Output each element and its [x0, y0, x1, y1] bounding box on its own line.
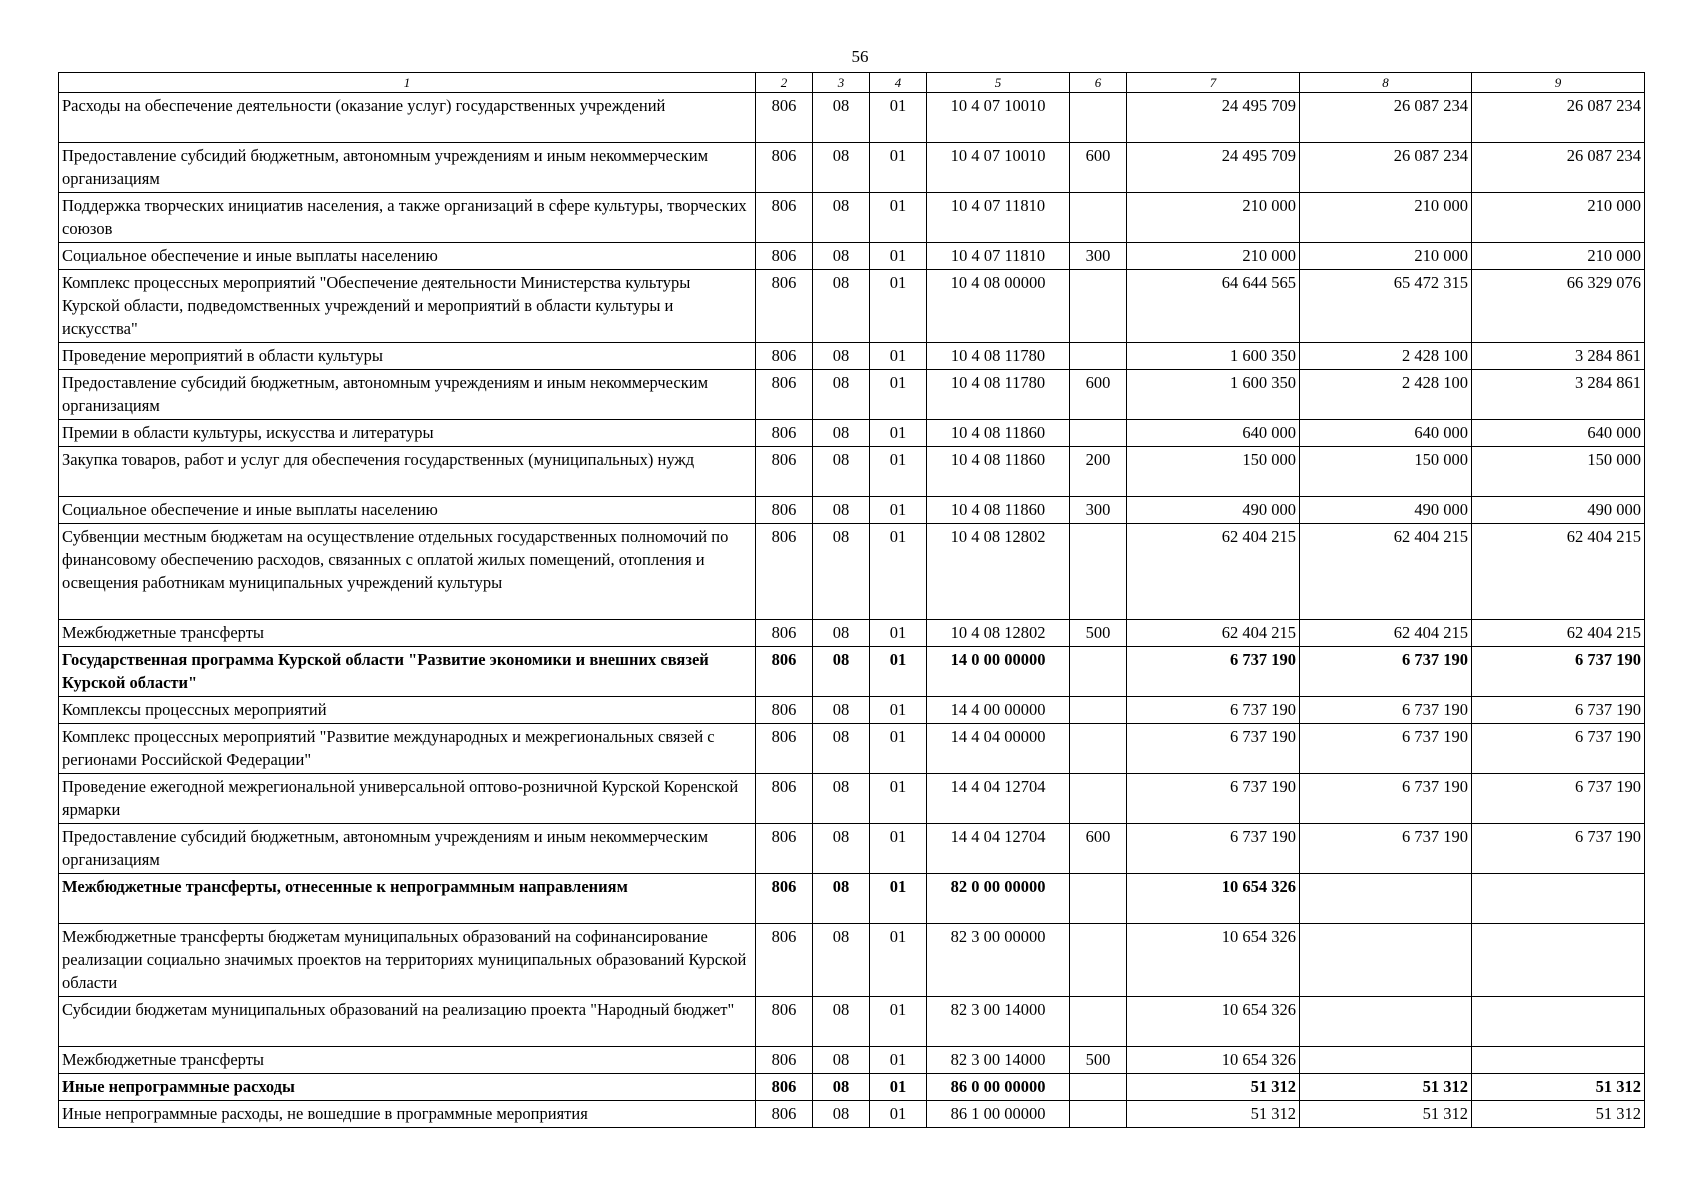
amount-col-7: 6 737 190: [1127, 724, 1300, 774]
column-header-4: 4: [870, 73, 927, 93]
table-row: [59, 143, 1645, 193]
amount-col-9: 6 737 190: [1472, 824, 1645, 874]
table-row: [59, 997, 1645, 1047]
expense-type-code: 600: [1070, 143, 1127, 193]
section-code: 08: [813, 1101, 870, 1128]
table-body: [59, 93, 1645, 1128]
table-row: [59, 824, 1645, 874]
amount-col-9: [1472, 874, 1645, 924]
subsection-code: 01: [870, 1047, 927, 1074]
amount-col-7: 62 404 215: [1127, 524, 1300, 620]
column-header-1: 1: [59, 73, 756, 93]
amount-col-8: 2 428 100: [1300, 370, 1472, 420]
amount-col-9: [1472, 924, 1645, 997]
target-article-code: 14 0 00 00000: [927, 647, 1070, 697]
expense-type-code: [1070, 774, 1127, 824]
subsection-code: 01: [870, 824, 927, 874]
table-row: [59, 370, 1645, 420]
ministry-code: 806: [756, 193, 813, 243]
page-number: 56: [851, 47, 869, 66]
target-article-code: 10 4 08 00000: [927, 270, 1070, 343]
ministry-code: 806: [756, 1047, 813, 1074]
amount-col-9: 6 737 190: [1472, 724, 1645, 774]
subsection-code: 01: [870, 93, 927, 143]
table-row: [59, 647, 1645, 697]
target-article-code: 10 4 08 11860: [927, 497, 1070, 524]
amount-col-8: 62 404 215: [1300, 620, 1472, 647]
target-article-code: 86 1 00 00000: [927, 1101, 1070, 1128]
expense-type-code: 200: [1070, 447, 1127, 497]
target-article-code: 10 4 08 11860: [927, 420, 1070, 447]
target-article-code: 10 4 07 10010: [927, 93, 1070, 143]
target-article-code: 10 4 08 11860: [927, 447, 1070, 497]
expense-type-code: 300: [1070, 497, 1127, 524]
budget-item-name: Иные непрограммные расходы, не вошедшие в программные мероприятия: [59, 1101, 756, 1128]
budget-item-name: Закупка товаров, работ и услуг для обеспечения государственных (муниципальных) нужд: [59, 447, 756, 497]
budget-item-name: Межбюджетные трансферты: [59, 620, 756, 647]
budget-table-container: [58, 72, 1645, 1128]
ministry-code: 806: [756, 143, 813, 193]
ministry-code: 806: [756, 774, 813, 824]
expense-type-code: [1070, 270, 1127, 343]
expense-type-code: [1070, 647, 1127, 697]
ministry-code: 806: [756, 243, 813, 270]
section-code: 08: [813, 370, 870, 420]
amount-col-8: 26 087 234: [1300, 93, 1472, 143]
ministry-code: 806: [756, 647, 813, 697]
ministry-code: 806: [756, 924, 813, 997]
expense-type-code: [1070, 524, 1127, 620]
section-code: 08: [813, 447, 870, 497]
amount-col-7: 51 312: [1127, 1074, 1300, 1101]
subsection-code: 01: [870, 997, 927, 1047]
table-row: [59, 724, 1645, 774]
section-code: 08: [813, 824, 870, 874]
amount-col-9: 6 737 190: [1472, 647, 1645, 697]
target-article-code: 82 0 00 00000: [927, 874, 1070, 924]
target-article-code: 14 4 04 12704: [927, 824, 1070, 874]
amount-col-7: 490 000: [1127, 497, 1300, 524]
column-header-8: 8: [1300, 73, 1472, 93]
section-code: 08: [813, 874, 870, 924]
budget-item-name: Комплекс процессных мероприятий "Обеспечение деятельности Министерства культуры Курской области, подведомственных учреждений и мероприятий в области культуры и искусства": [59, 270, 756, 343]
ministry-code: 806: [756, 697, 813, 724]
amount-col-9: [1472, 1047, 1645, 1074]
ministry-code: 806: [756, 1074, 813, 1101]
budget-item-name: Комплекс процессных мероприятий "Развитие международных и межрегиональных связей с регионами Российской Федерации": [59, 724, 756, 774]
expense-type-code: [1070, 343, 1127, 370]
amount-col-8: 6 737 190: [1300, 824, 1472, 874]
budget-item-name: Иные непрограммные расходы: [59, 1074, 756, 1101]
target-article-code: 10 4 08 12802: [927, 524, 1070, 620]
amount-col-7: 6 737 190: [1127, 774, 1300, 824]
subsection-code: 01: [870, 447, 927, 497]
table-row: [59, 1101, 1645, 1128]
amount-col-9: 62 404 215: [1472, 620, 1645, 647]
target-article-code: 14 4 04 12704: [927, 774, 1070, 824]
target-article-code: 10 4 08 11780: [927, 343, 1070, 370]
table-row: [59, 243, 1645, 270]
amount-col-8: 62 404 215: [1300, 524, 1472, 620]
target-article-code: 82 3 00 00000: [927, 924, 1070, 997]
budget-item-name: Предоставление субсидий бюджетным, автономным учреждениям и иным некоммерческим организациям: [59, 370, 756, 420]
table-row: [59, 93, 1645, 143]
target-article-code: 10 4 08 12802: [927, 620, 1070, 647]
amount-col-9: [1472, 997, 1645, 1047]
table-row: [59, 924, 1645, 997]
amount-col-8: 6 737 190: [1300, 647, 1472, 697]
amount-col-9: 51 312: [1472, 1101, 1645, 1128]
subsection-code: 01: [870, 420, 927, 447]
amount-col-7: 10 654 326: [1127, 924, 1300, 997]
subsection-code: 01: [870, 697, 927, 724]
table-row: [59, 270, 1645, 343]
ministry-code: 806: [756, 93, 813, 143]
amount-col-9: 3 284 861: [1472, 370, 1645, 420]
column-header-9: 9: [1472, 73, 1645, 93]
section-code: 08: [813, 93, 870, 143]
budget-item-name: Проведение ежегодной межрегиональной универсальной оптово-розничной Курской Коренской ярмарки: [59, 774, 756, 824]
subsection-code: 01: [870, 143, 927, 193]
amount-col-7: 64 644 565: [1127, 270, 1300, 343]
budget-item-name: Межбюджетные трансферты: [59, 1047, 756, 1074]
amount-col-8: 6 737 190: [1300, 697, 1472, 724]
budget-item-name: Поддержка творческих инициатив населения, а также организаций в сфере культуры, творческих союзов: [59, 193, 756, 243]
amount-col-7: 6 737 190: [1127, 647, 1300, 697]
column-header-5: 5: [927, 73, 1070, 93]
subsection-code: 01: [870, 924, 927, 997]
amount-col-9: 26 087 234: [1472, 143, 1645, 193]
table-row: [59, 1047, 1645, 1074]
subsection-code: 01: [870, 1074, 927, 1101]
ministry-code: 806: [756, 1101, 813, 1128]
target-article-code: 14 4 00 00000: [927, 697, 1070, 724]
table-row: [59, 447, 1645, 497]
amount-col-9: 3 284 861: [1472, 343, 1645, 370]
amount-col-9: 490 000: [1472, 497, 1645, 524]
expense-type-code: [1070, 193, 1127, 243]
section-code: 08: [813, 697, 870, 724]
amount-col-9: 51 312: [1472, 1074, 1645, 1101]
table-row: [59, 193, 1645, 243]
budget-item-name: Предоставление субсидий бюджетным, автономным учреждениям и иным некоммерческим организациям: [59, 824, 756, 874]
amount-col-9: 210 000: [1472, 243, 1645, 270]
target-article-code: 82 3 00 14000: [927, 997, 1070, 1047]
expense-type-code: [1070, 874, 1127, 924]
subsection-code: 01: [870, 243, 927, 270]
expense-type-code: [1070, 724, 1127, 774]
section-code: 08: [813, 193, 870, 243]
subsection-code: 01: [870, 497, 927, 524]
budget-item-name: Проведение мероприятий в области культуры: [59, 343, 756, 370]
subsection-code: 01: [870, 774, 927, 824]
budget-item-name: Социальное обеспечение и иные выплаты населению: [59, 243, 756, 270]
ministry-code: 806: [756, 420, 813, 447]
ministry-code: 806: [756, 524, 813, 620]
table-row: [59, 620, 1645, 647]
section-code: 08: [813, 620, 870, 647]
amount-col-8: 26 087 234: [1300, 143, 1472, 193]
amount-col-7: 10 654 326: [1127, 874, 1300, 924]
section-code: 08: [813, 420, 870, 447]
target-article-code: 14 4 04 00000: [927, 724, 1070, 774]
section-code: 08: [813, 524, 870, 620]
ministry-code: 806: [756, 447, 813, 497]
expense-type-code: 500: [1070, 1047, 1127, 1074]
section-code: 08: [813, 343, 870, 370]
expense-type-code: 600: [1070, 824, 1127, 874]
column-header-7: 7: [1127, 73, 1300, 93]
budget-item-name: Межбюджетные трансферты бюджетам муниципальных образований на софинансирование реализации социально значимых проектов на территориях муниципальных образований Курской области: [59, 924, 756, 997]
table-row: [59, 497, 1645, 524]
table-row: [59, 697, 1645, 724]
subsection-code: 01: [870, 724, 927, 774]
section-code: 08: [813, 1074, 870, 1101]
ministry-code: 806: [756, 874, 813, 924]
amount-col-8: [1300, 924, 1472, 997]
expense-type-code: 300: [1070, 243, 1127, 270]
amount-col-7: 210 000: [1127, 243, 1300, 270]
subsection-code: 01: [870, 874, 927, 924]
section-code: 08: [813, 1047, 870, 1074]
amount-col-8: [1300, 1047, 1472, 1074]
amount-col-9: 640 000: [1472, 420, 1645, 447]
table-row: [59, 874, 1645, 924]
budget-item-name: Расходы на обеспечение деятельности (оказание услуг) государственных учреждений: [59, 93, 756, 143]
amount-col-7: 10 654 326: [1127, 997, 1300, 1047]
budget-item-name: Предоставление субсидий бюджетным, автономным учреждениям и иным некоммерческим организациям: [59, 143, 756, 193]
amount-col-7: 24 495 709: [1127, 93, 1300, 143]
budget-item-name: Межбюджетные трансферты, отнесенные к непрограммным направлениям: [59, 874, 756, 924]
budget-table: [58, 72, 1645, 1128]
ministry-code: 806: [756, 497, 813, 524]
target-article-code: 10 4 07 10010: [927, 143, 1070, 193]
amount-col-7: 51 312: [1127, 1101, 1300, 1128]
section-code: 08: [813, 724, 870, 774]
amount-col-8: 640 000: [1300, 420, 1472, 447]
amount-col-9: 6 737 190: [1472, 697, 1645, 724]
ministry-code: 806: [756, 270, 813, 343]
section-code: 08: [813, 774, 870, 824]
amount-col-8: [1300, 997, 1472, 1047]
table-row: [59, 524, 1645, 620]
amount-col-8: 490 000: [1300, 497, 1472, 524]
expense-type-code: [1070, 997, 1127, 1047]
budget-item-name: Субвенции местным бюджетам на осуществление отдельных государственных полномочий по финансовому обеспечению расходов, связанных с оплатой жилых помещений, отопления и освещения работникам муниципальных учреждений культуры: [59, 524, 756, 620]
target-article-code: 10 4 07 11810: [927, 243, 1070, 270]
subsection-code: 01: [870, 343, 927, 370]
amount-col-8: 6 737 190: [1300, 774, 1472, 824]
column-header-2: 2: [756, 73, 813, 93]
column-header-3: 3: [813, 73, 870, 93]
subsection-code: 01: [870, 370, 927, 420]
table-row: [59, 1074, 1645, 1101]
expense-type-code: 600: [1070, 370, 1127, 420]
expense-type-code: [1070, 697, 1127, 724]
column-number-row: [59, 73, 1645, 93]
amount-col-8: 210 000: [1300, 243, 1472, 270]
target-article-code: 86 0 00 00000: [927, 1074, 1070, 1101]
ministry-code: 806: [756, 620, 813, 647]
expense-type-code: [1070, 1101, 1127, 1128]
ministry-code: 806: [756, 370, 813, 420]
target-article-code: 10 4 08 11780: [927, 370, 1070, 420]
column-header-6: 6: [1070, 73, 1127, 93]
subsection-code: 01: [870, 524, 927, 620]
table-row: [59, 420, 1645, 447]
section-code: 08: [813, 997, 870, 1047]
budget-item-name: Социальное обеспечение и иные выплаты населению: [59, 497, 756, 524]
amount-col-7: 10 654 326: [1127, 1047, 1300, 1074]
amount-col-9: 150 000: [1472, 447, 1645, 497]
amount-col-7: 62 404 215: [1127, 620, 1300, 647]
target-article-code: 82 3 00 14000: [927, 1047, 1070, 1074]
section-code: 08: [813, 924, 870, 997]
amount-col-7: 6 737 190: [1127, 697, 1300, 724]
ministry-code: 806: [756, 343, 813, 370]
subsection-code: 01: [870, 193, 927, 243]
ministry-code: 806: [756, 997, 813, 1047]
ministry-code: 806: [756, 724, 813, 774]
expense-type-code: [1070, 1074, 1127, 1101]
amount-col-9: 210 000: [1472, 193, 1645, 243]
amount-col-7: 1 600 350: [1127, 370, 1300, 420]
expense-type-code: [1070, 924, 1127, 997]
amount-col-7: 640 000: [1127, 420, 1300, 447]
section-code: 08: [813, 270, 870, 343]
amount-col-8: [1300, 874, 1472, 924]
amount-col-7: 1 600 350: [1127, 343, 1300, 370]
subsection-code: 01: [870, 647, 927, 697]
table-row: [59, 774, 1645, 824]
amount-col-8: 51 312: [1300, 1074, 1472, 1101]
subsection-code: 01: [870, 270, 927, 343]
amount-col-9: 26 087 234: [1472, 93, 1645, 143]
expense-type-code: [1070, 93, 1127, 143]
budget-item-name: Субсидии бюджетам муниципальных образований на реализацию проекта "Народный бюджет": [59, 997, 756, 1047]
target-article-code: 10 4 07 11810: [927, 193, 1070, 243]
expense-type-code: 500: [1070, 620, 1127, 647]
amount-col-8: 51 312: [1300, 1101, 1472, 1128]
amount-col-9: 62 404 215: [1472, 524, 1645, 620]
table-row: [59, 343, 1645, 370]
section-code: 08: [813, 497, 870, 524]
amount-col-8: 65 472 315: [1300, 270, 1472, 343]
amount-col-8: 150 000: [1300, 447, 1472, 497]
amount-col-7: 24 495 709: [1127, 143, 1300, 193]
budget-item-name: Государственная программа Курской области "Развитие экономики и внешних связей Курской области": [59, 647, 756, 697]
amount-col-7: 150 000: [1127, 447, 1300, 497]
budget-item-name: Премии в области культуры, искусства и литературы: [59, 420, 756, 447]
amount-col-8: 210 000: [1300, 193, 1472, 243]
subsection-code: 01: [870, 620, 927, 647]
expense-type-code: [1070, 420, 1127, 447]
amount-col-9: 6 737 190: [1472, 774, 1645, 824]
amount-col-8: 2 428 100: [1300, 343, 1472, 370]
amount-col-9: 66 329 076: [1472, 270, 1645, 343]
amount-col-7: 210 000: [1127, 193, 1300, 243]
section-code: 08: [813, 243, 870, 270]
subsection-code: 01: [870, 1101, 927, 1128]
amount-col-7: 6 737 190: [1127, 824, 1300, 874]
section-code: 08: [813, 143, 870, 193]
section-code: 08: [813, 647, 870, 697]
amount-col-8: 6 737 190: [1300, 724, 1472, 774]
budget-item-name: Комплексы процессных мероприятий: [59, 697, 756, 724]
ministry-code: 806: [756, 824, 813, 874]
